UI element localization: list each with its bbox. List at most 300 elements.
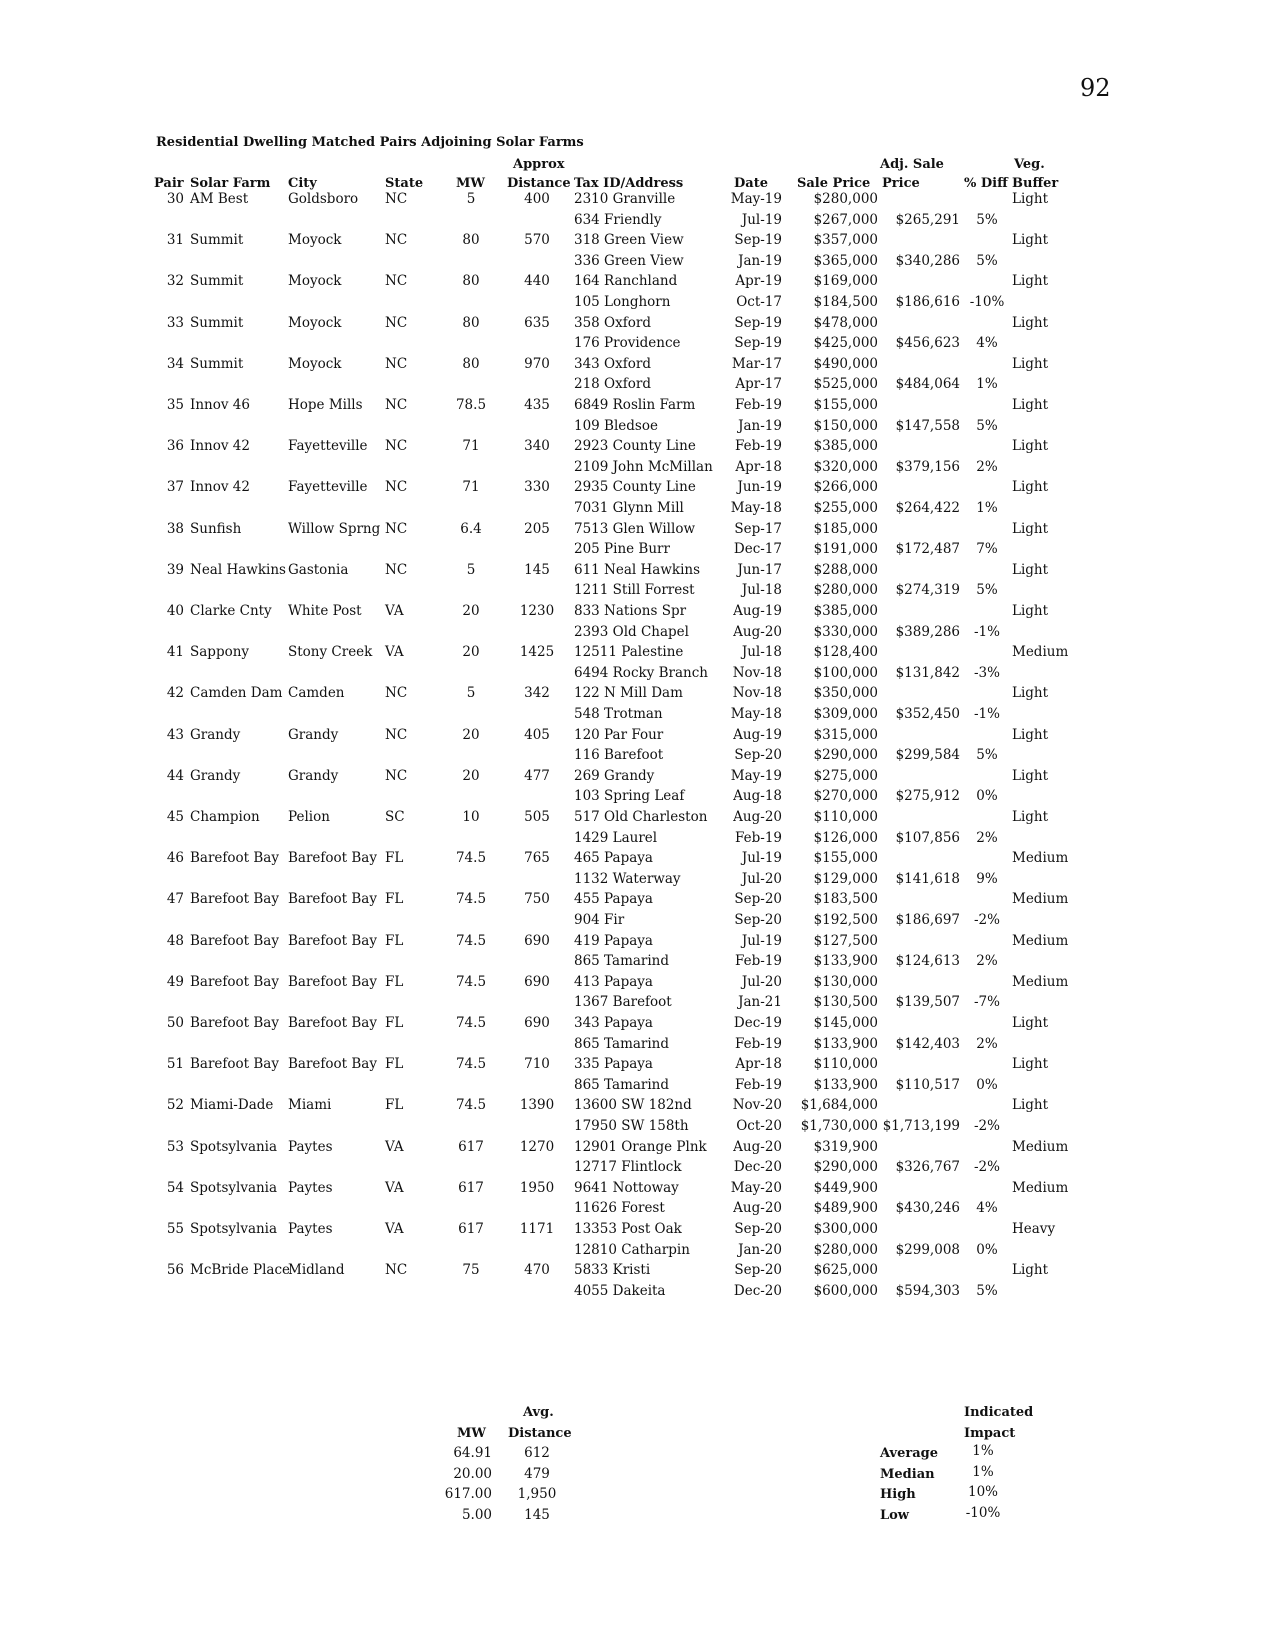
cell-adj-sale-price: $186,697	[895, 912, 960, 928]
cell-city: Paytes	[288, 1179, 333, 1196]
cell-date: Feb-19	[735, 953, 782, 970]
cell-sale-price: $267,000	[813, 211, 878, 228]
cell-state: FL	[385, 1097, 404, 1114]
cell-adj-sale-price: $139,507	[895, 994, 960, 1011]
cell-address: 343 Oxford	[574, 355, 651, 372]
cell-city: Grandy	[288, 726, 339, 743]
cell-solar-farm: Innov 42	[190, 479, 250, 496]
header-tax-id: Tax ID/Address	[574, 176, 684, 191]
cell-veg-buffer: Light	[1012, 438, 1049, 455]
cell-sale-price: $625,000	[813, 1262, 878, 1279]
cell-pct-diff: 5%	[976, 1282, 998, 1299]
cell-sale-price: $357,000	[813, 232, 878, 249]
cell-date: Jun-17	[737, 561, 782, 578]
cell-date: Feb-19	[735, 1035, 782, 1052]
cell-pct-diff: -2%	[974, 912, 1000, 928]
cell-distance: 1950	[519, 1179, 555, 1196]
cell-distance: 505	[524, 809, 550, 825]
cell-state: NC	[385, 438, 408, 455]
cell-veg-buffer: Light	[1012, 479, 1049, 496]
summary-impact-label: Impact	[964, 1426, 1016, 1441]
cell-pair-number: 39	[166, 561, 184, 578]
cell-state: NC	[385, 767, 408, 784]
cell-state: VA	[385, 644, 404, 661]
cell-sale-price: $385,000	[813, 438, 878, 455]
cell-address: 120 Par Four	[574, 726, 664, 743]
cell-veg-buffer: Medium	[1012, 973, 1069, 990]
cell-address: 517 Old Charleston	[574, 809, 708, 825]
cell-sale-price: $1,730,000	[800, 1118, 878, 1134]
cell-sale-price: $126,000	[813, 829, 878, 846]
cell-solar-farm: Summit	[190, 355, 244, 372]
header-approx: Approx	[513, 157, 565, 172]
cell-city: Fayetteville	[288, 479, 368, 496]
cell-pct-diff: 2%	[976, 458, 998, 475]
cell-solar-farm: Clarke Cnty	[190, 603, 272, 619]
cell-pair-number: 43	[166, 726, 184, 743]
cell-address: 318 Green View	[574, 232, 684, 249]
cell-date: Jul-19	[741, 211, 782, 228]
cell-adj-sale-price: $147,558	[895, 417, 960, 434]
cell-distance: 1270	[519, 1138, 555, 1155]
cell-date: Jan-21	[738, 994, 782, 1011]
cell-pct-diff: 4%	[976, 1200, 998, 1217]
cell-pair-number: 30	[166, 191, 184, 207]
cell-address: 12810 Catharpin	[574, 1241, 690, 1258]
cell-solar-farm: McBride Place	[190, 1262, 290, 1279]
cell-distance: 340	[524, 438, 550, 455]
cell-date: Dec-20	[733, 1282, 782, 1299]
cell-sale-price: $150,000	[813, 417, 878, 434]
cell-date: Jan-19	[738, 252, 782, 269]
cell-sale-price: $350,000	[813, 685, 878, 702]
cell-pair-number: 38	[166, 520, 184, 537]
cell-sale-price: $130,500	[813, 994, 878, 1011]
cell-pct-diff: 7%	[976, 541, 998, 558]
cell-date: May-19	[730, 767, 782, 784]
cell-pct-diff: 2%	[976, 829, 998, 846]
cell-address: 6494 Rocky Branch	[574, 664, 708, 681]
cell-solar-farm: Miami-Dade	[190, 1097, 274, 1114]
page-number: 92	[1080, 74, 1111, 102]
cell-date: May-18	[730, 706, 782, 722]
cell-pair-number: 32	[166, 273, 184, 290]
cell-pair-number: 40	[166, 603, 184, 619]
cell-address: 13600 SW 182nd	[574, 1097, 692, 1114]
summary-mw-label: MW	[457, 1426, 486, 1441]
cell-sale-price: $1,684,000	[800, 1097, 878, 1114]
cell-mw: 74.5	[455, 1097, 487, 1114]
cell-pct-diff: 5%	[976, 417, 998, 434]
cell-sale-price: $184,500	[813, 294, 878, 310]
cell-sale-price: $110,000	[813, 809, 878, 825]
cell-veg-buffer: Medium	[1012, 1179, 1069, 1196]
cell-date: Apr-18	[735, 458, 782, 475]
summary-mw-value: 64.91	[453, 1445, 492, 1461]
cell-address: 2935 County Line	[574, 479, 696, 496]
cell-state: NC	[385, 314, 408, 331]
cell-pct-diff: 5%	[976, 582, 998, 599]
cell-distance: 477	[524, 767, 550, 784]
cell-solar-farm: Spotsylvania	[190, 1221, 278, 1237]
cell-pair-number: 56	[166, 1262, 184, 1279]
cell-date: Apr-17	[735, 376, 782, 393]
cell-address: 11626 Forest	[574, 1200, 665, 1217]
cell-veg-buffer: Light	[1012, 809, 1049, 825]
header-state: State	[385, 176, 424, 191]
cell-adj-sale-price: $389,286	[895, 623, 960, 640]
cell-veg-buffer: Light	[1012, 726, 1049, 743]
cell-address: 269 Grandy	[574, 767, 655, 784]
summary-distance-value: 479	[524, 1465, 550, 1482]
cell-date: Sep-19	[734, 335, 782, 352]
cell-address: 634 Friendly	[574, 211, 662, 228]
cell-veg-buffer: Medium	[1012, 1138, 1069, 1155]
cell-state: NC	[385, 685, 408, 702]
summary-mw-value: 617.00	[444, 1486, 492, 1502]
cell-sale-price: $385,000	[813, 603, 878, 619]
cell-distance: 690	[524, 973, 550, 990]
cell-veg-buffer: Light	[1012, 191, 1049, 207]
cell-veg-buffer: Light	[1012, 397, 1049, 413]
cell-city: Moyock	[288, 232, 342, 249]
cell-date: Jan-19	[738, 417, 782, 434]
cell-city: Barefoot Bay	[288, 891, 377, 908]
cell-veg-buffer: Medium	[1012, 644, 1069, 661]
cell-solar-farm: Sunfish	[190, 520, 242, 537]
cell-date: Jun-19	[737, 479, 782, 496]
cell-date: Aug-20	[733, 623, 782, 640]
cell-pct-diff: 0%	[976, 1241, 998, 1258]
cell-sale-price: $266,000	[813, 479, 878, 496]
cell-sale-price: $183,500	[813, 891, 878, 908]
cell-address: 833 Nations Spr	[574, 603, 687, 619]
cell-state: FL	[385, 932, 404, 949]
cell-pair-number: 51	[166, 1056, 184, 1073]
cell-mw: 80	[462, 232, 480, 249]
cell-solar-farm: Barefoot Bay	[190, 1015, 279, 1031]
cell-state: FL	[385, 850, 404, 867]
summary-mw-value: 20.00	[453, 1465, 492, 1482]
cell-adj-sale-price: $110,517	[895, 1076, 960, 1093]
cell-address: 1211 Still Forrest	[574, 582, 695, 599]
cell-mw: 75	[462, 1262, 480, 1279]
cell-address: 122 N Mill Dam	[574, 685, 683, 702]
cell-adj-sale-price: $456,623	[895, 335, 960, 352]
cell-state: VA	[385, 1221, 404, 1237]
cell-address: 1429 Laurel	[574, 829, 658, 846]
cell-city: Barefoot Bay	[288, 1056, 377, 1073]
cell-veg-buffer: Medium	[1012, 932, 1069, 949]
cell-mw: 20	[462, 603, 480, 619]
cell-pair-number: 53	[166, 1138, 184, 1155]
cell-address: 1367 Barefoot	[574, 994, 672, 1011]
cell-mw: 20	[462, 644, 480, 661]
cell-distance: 1425	[519, 644, 555, 661]
cell-address: 335 Papaya	[574, 1056, 653, 1073]
cell-mw: 74.5	[455, 850, 487, 867]
cell-pct-diff: 4%	[976, 335, 998, 352]
cell-sale-price: $365,000	[813, 252, 878, 269]
cell-distance: 405	[524, 726, 550, 743]
cell-state: NC	[385, 726, 408, 743]
cell-pair-number: 37	[166, 479, 184, 496]
cell-adj-sale-price: $299,584	[895, 747, 960, 764]
cell-address: 865 Tamarind	[574, 1035, 670, 1052]
cell-veg-buffer: Medium	[1012, 850, 1069, 867]
cell-sale-price: $145,000	[813, 1015, 878, 1031]
cell-address: 419 Papaya	[574, 932, 653, 949]
cell-date: Sep-20	[734, 1221, 782, 1237]
cell-state: NC	[385, 1262, 408, 1279]
cell-solar-farm: Spotsylvania	[190, 1179, 278, 1196]
cell-sale-price: $319,900	[813, 1138, 878, 1155]
cell-mw: 20	[462, 767, 480, 784]
cell-distance: 1171	[519, 1221, 555, 1237]
cell-adj-sale-price: $379,156	[895, 458, 960, 475]
cell-state: NC	[385, 397, 408, 413]
cell-pair-number: 49	[166, 973, 184, 990]
cell-pct-diff: 9%	[976, 870, 998, 887]
cell-pct-diff: 5%	[976, 747, 998, 764]
cell-mw: 617	[458, 1179, 484, 1196]
cell-mw: 20	[462, 726, 480, 743]
cell-address: 2109 John McMillan	[574, 458, 713, 475]
cell-state: FL	[385, 1015, 404, 1031]
cell-address: 336 Green View	[574, 252, 684, 269]
cell-veg-buffer: Light	[1012, 1056, 1049, 1073]
cell-solar-farm: Innov 46	[190, 397, 250, 413]
header-adj-sale: Adj. Sale	[880, 157, 944, 172]
cell-solar-farm: Camden Dam	[190, 685, 283, 702]
cell-solar-farm: Summit	[190, 314, 244, 331]
cell-address: 176 Providence	[574, 335, 681, 352]
cell-pair-number: 35	[166, 397, 184, 413]
cell-adj-sale-price: $265,291	[895, 211, 960, 228]
cell-pair-number: 36	[166, 438, 184, 455]
cell-city: Goldsboro	[288, 191, 359, 207]
cell-date: Feb-19	[735, 829, 782, 846]
cell-mw: 5	[466, 685, 476, 702]
cell-sale-price: $490,000	[813, 355, 878, 372]
cell-sale-price: $133,900	[813, 1035, 878, 1052]
cell-pct-diff: 2%	[976, 953, 998, 970]
cell-adj-sale-price: $107,856	[895, 829, 960, 846]
cell-adj-sale-price: $484,064	[895, 376, 960, 393]
cell-pct-diff: 0%	[976, 788, 998, 805]
cell-state: NC	[385, 479, 408, 496]
cell-pair-number: 48	[166, 932, 184, 949]
cell-pair-number: 52	[166, 1097, 184, 1114]
cell-adj-sale-price: $299,008	[895, 1241, 960, 1258]
cell-adj-sale-price: $340,286	[895, 252, 960, 269]
cell-date: Jul-20	[741, 870, 782, 887]
cell-mw: 71	[462, 438, 480, 455]
cell-city: Hope Mills	[288, 397, 363, 413]
cell-date: Jan-20	[738, 1241, 782, 1258]
header-sale-price: Sale Price	[797, 176, 871, 191]
cell-sale-price: $127,500	[813, 932, 878, 949]
cell-sale-price: $330,000	[813, 623, 878, 640]
cell-address: 103 Spring Leaf	[574, 788, 685, 805]
cell-date: Apr-18	[735, 1056, 782, 1073]
cell-mw: 74.5	[455, 891, 487, 908]
header-mw: MW	[456, 176, 485, 191]
cell-veg-buffer: Light	[1012, 603, 1049, 619]
cell-city: Paytes	[288, 1221, 333, 1237]
cell-pair-number: 46	[166, 850, 184, 867]
cell-address: 2393 Old Chapel	[574, 623, 689, 640]
cell-city: Barefoot Bay	[288, 1015, 377, 1031]
cell-sale-price: $169,000	[813, 273, 878, 290]
cell-veg-buffer: Light	[1012, 1097, 1049, 1114]
cell-sale-price: $280,000	[813, 191, 878, 207]
cell-city: Moyock	[288, 314, 342, 331]
cell-address: 12901 Orange Plnk	[574, 1138, 707, 1155]
cell-sale-price: $290,000	[813, 747, 878, 764]
cell-state: NC	[385, 520, 408, 537]
cell-sale-price: $100,000	[813, 664, 878, 681]
cell-city: Willow Sprng	[288, 520, 381, 537]
cell-solar-farm: AM Best	[190, 191, 249, 207]
cell-pct-diff: 0%	[976, 1076, 998, 1093]
cell-sale-price: $280,000	[813, 582, 878, 599]
cell-mw: 10	[462, 809, 480, 825]
cell-address: 465 Papaya	[574, 850, 653, 867]
cell-date: Oct-20	[736, 1118, 782, 1134]
cell-solar-farm: Innov 42	[190, 438, 250, 455]
cell-state: NC	[385, 232, 408, 249]
cell-veg-buffer: Light	[1012, 561, 1049, 578]
cell-city: Miami	[288, 1097, 332, 1114]
cell-address: 9641 Nottoway	[574, 1179, 679, 1196]
cell-solar-farm: Summit	[190, 273, 244, 290]
cell-address: 2310 Granville	[574, 191, 676, 207]
cell-distance: 470	[524, 1262, 550, 1279]
cell-veg-buffer: Heavy	[1012, 1221, 1056, 1237]
cell-sale-price: $133,900	[813, 1076, 878, 1093]
cell-city: White Post	[288, 603, 362, 619]
cell-veg-buffer: Light	[1012, 273, 1049, 290]
cell-address: 7513 Glen Willow	[574, 520, 695, 537]
cell-city: Stony Creek	[288, 644, 373, 661]
cell-address: 611 Neal Hawkins	[574, 561, 701, 578]
cell-address: 105 Longhorn	[574, 294, 671, 310]
cell-state: NC	[385, 273, 408, 290]
summary-stat-value: 1%	[972, 1463, 994, 1480]
cell-distance: 330	[524, 479, 550, 496]
cell-sale-price: $425,000	[813, 335, 878, 352]
cell-distance: 342	[524, 685, 550, 702]
cell-pair-number: 34	[166, 355, 184, 372]
cell-sale-price: $255,000	[813, 500, 878, 516]
cell-address: 904 Fir	[574, 912, 625, 928]
cell-sale-price: $275,000	[813, 767, 878, 784]
header-veg: Veg.	[1014, 157, 1045, 172]
cell-city: Barefoot Bay	[288, 932, 377, 949]
cell-date: Sep-20	[734, 1262, 782, 1279]
cell-state: VA	[385, 603, 404, 619]
cell-solar-farm: Barefoot Bay	[190, 973, 279, 990]
cell-address: 218 Oxford	[574, 376, 651, 393]
cell-distance: 765	[524, 850, 550, 867]
cell-mw: 80	[462, 355, 480, 372]
cell-mw: 71	[462, 479, 480, 496]
summary-distance-label: Distance	[508, 1426, 572, 1441]
cell-address: 358 Oxford	[574, 314, 651, 331]
cell-sale-price: $185,000	[813, 520, 878, 537]
cell-address: 343 Papaya	[574, 1015, 653, 1031]
cell-pair-number: 31	[166, 232, 184, 249]
cell-sale-price: $600,000	[813, 1282, 878, 1299]
cell-mw: 74.5	[455, 973, 487, 990]
cell-mw: 74.5	[455, 1056, 487, 1073]
cell-sale-price: $315,000	[813, 726, 878, 743]
cell-mw: 617	[458, 1221, 484, 1237]
cell-veg-buffer: Light	[1012, 1015, 1049, 1031]
cell-solar-farm: Barefoot Bay	[190, 1056, 279, 1073]
summary-stat-label: Average	[880, 1446, 939, 1461]
summary-distance-value: 1,950	[517, 1486, 557, 1502]
cell-address: 164 Ranchland	[574, 273, 678, 290]
cell-solar-farm: Spotsylvania	[190, 1138, 278, 1155]
header-pair: Pair	[154, 176, 184, 191]
cell-mw: 6.4	[460, 520, 482, 537]
cell-solar-farm: Grandy	[190, 767, 241, 784]
cell-sale-price: $478,000	[813, 314, 878, 331]
cell-state: NC	[385, 191, 408, 207]
cell-date: May-20	[730, 1179, 782, 1196]
cell-address: 1132 Waterway	[574, 870, 681, 887]
cell-distance: 205	[524, 520, 550, 537]
cell-state: FL	[385, 891, 404, 908]
cell-sale-price: $128,400	[813, 644, 878, 661]
cell-address: 413 Papaya	[574, 973, 653, 990]
cell-pct-diff: -1%	[974, 706, 1000, 722]
cell-date: Dec-20	[733, 1159, 782, 1176]
cell-date: May-18	[730, 500, 782, 516]
cell-mw: 5	[466, 191, 476, 207]
cell-city: Camden	[288, 685, 345, 702]
cell-mw: 78.5	[455, 397, 487, 413]
cell-distance: 145	[524, 561, 550, 578]
cell-distance: 635	[524, 314, 550, 331]
cell-sale-price: $133,900	[813, 953, 878, 970]
cell-city: Paytes	[288, 1138, 333, 1155]
cell-mw: 5	[466, 561, 476, 578]
cell-sale-price: $191,000	[813, 541, 878, 558]
cell-pair-number: 41	[166, 644, 184, 661]
cell-pair-number: 42	[166, 685, 184, 702]
cell-adj-sale-price: $274,319	[895, 582, 960, 599]
cell-date: Sep-17	[734, 520, 782, 537]
cell-veg-buffer: Light	[1012, 520, 1049, 537]
cell-date: Aug-18	[733, 788, 782, 805]
cell-mw: 80	[462, 273, 480, 290]
cell-date: Sep-19	[734, 314, 782, 331]
cell-city: Grandy	[288, 767, 339, 784]
cell-sale-price: $489,900	[813, 1200, 878, 1217]
cell-distance: 570	[524, 232, 550, 249]
cell-date: Mar-17	[731, 355, 782, 372]
cell-date: Jul-20	[741, 973, 782, 990]
cell-veg-buffer: Light	[1012, 1262, 1049, 1279]
cell-distance: 440	[524, 273, 550, 290]
cell-solar-farm: Barefoot Bay	[190, 850, 279, 867]
cell-distance: 1390	[519, 1097, 555, 1114]
cell-date: Aug-19	[733, 726, 782, 743]
cell-solar-farm: Grandy	[190, 726, 241, 743]
